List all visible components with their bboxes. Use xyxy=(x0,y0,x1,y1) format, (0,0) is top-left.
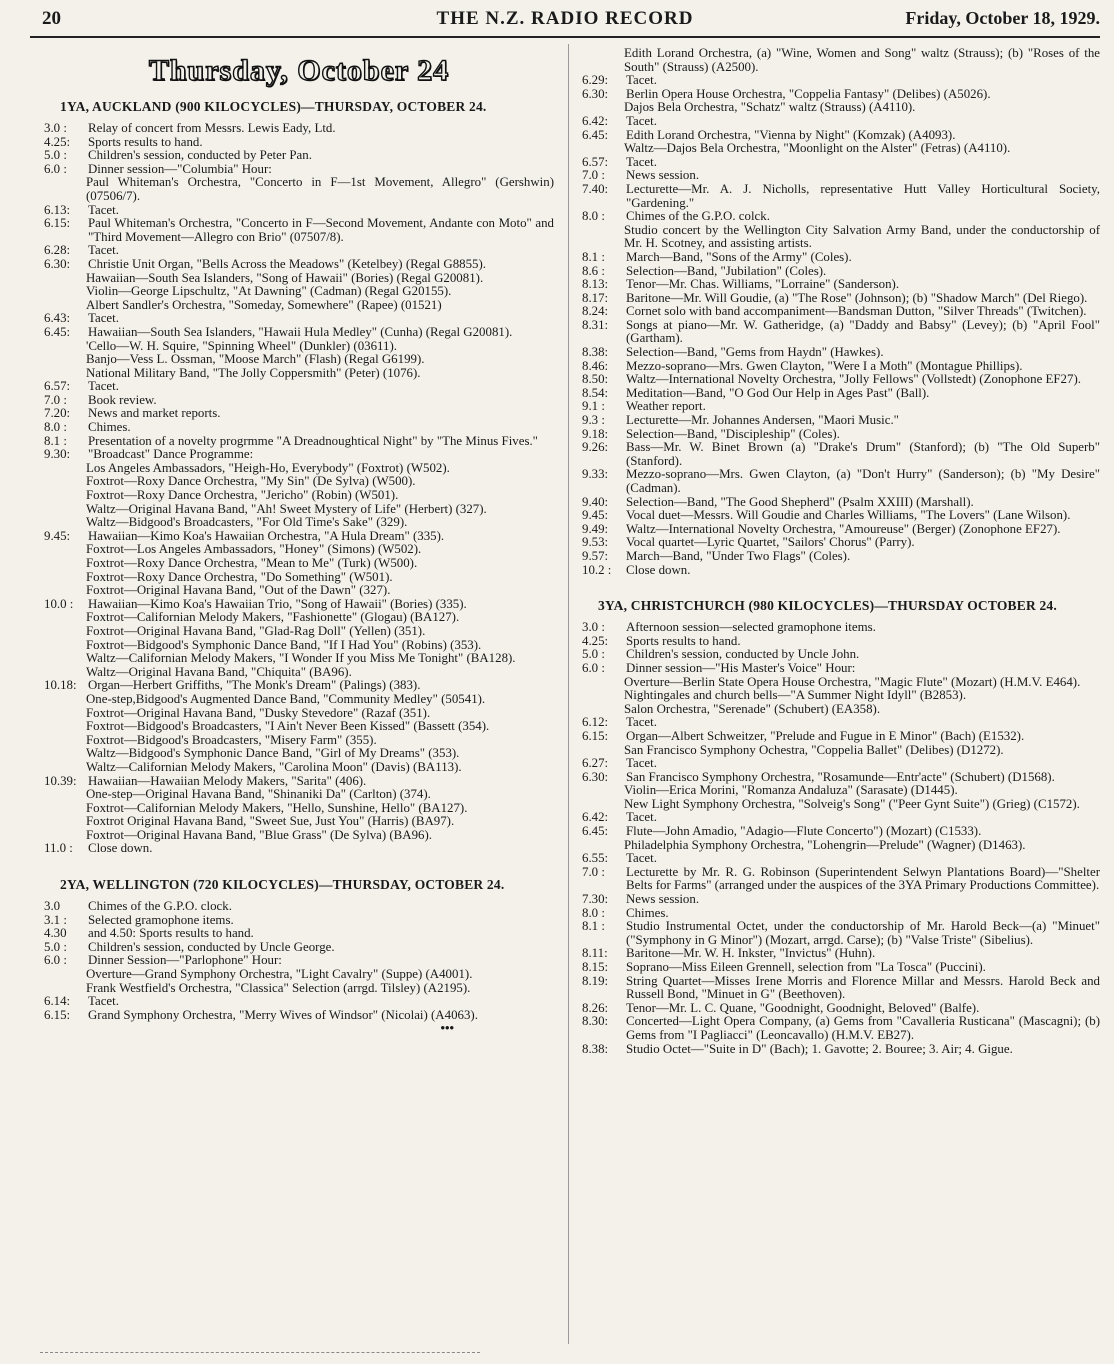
entry-time: 4.25: xyxy=(582,633,609,648)
schedule-entry xyxy=(582,210,1100,224)
entry-time: 6.43: xyxy=(44,311,71,326)
entry-time: 9.30: xyxy=(44,447,71,462)
schedule-entry xyxy=(582,441,1100,468)
schedule-item: Frank Westfield's Orchestra, "Classica" Selection (arrgd. Tilsley) (A2195). xyxy=(86,980,471,995)
right-column xyxy=(582,47,1100,1056)
entry-text: Waltz—International Novelty Orchestra, "Jolly Fellows" (Vollstedt) (Zonophone EF27). xyxy=(626,372,1081,387)
schedule-entry xyxy=(44,941,554,955)
entry-text: Tacet. xyxy=(626,154,657,169)
schedule-item: Albert Sandler's Orchestra, "Someday, Somewhere" (Rapee) (01521) xyxy=(86,297,442,312)
entry-time: 6.57: xyxy=(582,154,609,169)
entry-text: Dinner session—"Columbia" Hour: xyxy=(88,161,272,176)
entry-time: 7.0 : xyxy=(582,168,605,183)
entry-text: Berlin Opera House Orchestra, "Coppelia Fantasy" (Delibes) (A5026). xyxy=(626,86,991,101)
entry-time: 7.30: xyxy=(582,892,609,907)
schedule-entry xyxy=(44,927,554,941)
entry-text: Grand Symphony Orchestra, "Merry Wives of Windsor" (Nicolai) (A4063). xyxy=(88,1007,478,1022)
entry-text: News session. xyxy=(626,892,700,907)
schedule-entry xyxy=(44,448,554,462)
schedule-item: One-step,Bidgood's Augmented Dance Band, "Community Medley" (50541). xyxy=(86,691,486,706)
schedule-entry xyxy=(44,598,554,612)
schedule-item: Foxtrot—Californian Melody Makers, "Hello, Sunshine, Hello" (BA127). xyxy=(86,800,468,815)
entry-text: Tacet. xyxy=(626,851,657,866)
entry-text: Close down. xyxy=(626,562,691,577)
entry-time: 8.11: xyxy=(582,946,608,961)
entry-time: 6.0 : xyxy=(582,660,605,675)
entry-time: 8.0 : xyxy=(582,905,605,920)
entry-time: 8.31: xyxy=(582,317,609,332)
entry-time: 8.0 : xyxy=(44,420,67,435)
left-column xyxy=(44,44,554,1036)
schedule-entry xyxy=(582,265,1100,279)
schedule-item: Studio concert by the Wellington City Salvation Army Band, under the conductorship of Mr. H. Scotney, and assisting artists. xyxy=(624,222,1100,251)
schedule-entry xyxy=(44,149,554,163)
entry-time: 9.26: xyxy=(582,440,609,455)
entry-time: 7.0 : xyxy=(582,864,605,879)
schedule-item: Foxtrot—Bidgood's Broadcasters, "I Ain't Never Been Kissed" (Bassett (354). xyxy=(86,719,490,734)
entry-time: 6.27: xyxy=(582,756,609,771)
schedule-item: Foxtrot—Los Angeles Ambassadors, "Honey" (Simons) (W502). xyxy=(86,542,422,557)
entry-text: Weather report. xyxy=(626,399,706,414)
schedule-entry xyxy=(44,258,554,272)
entry-time: 7.0 : xyxy=(44,392,67,407)
schedule-item: Foxtrot—Roxy Dance Orchestra, "Mean to Me" (Turk) (W500). xyxy=(86,556,418,570)
schedule-entry xyxy=(44,421,554,435)
entry-text: Chimes of the G.P.O. colck. xyxy=(626,209,770,224)
entry-time: 7.20: xyxy=(44,406,71,421)
entry-time: 8.19: xyxy=(582,973,609,988)
entry-time: 5.0 : xyxy=(582,647,605,662)
schedule-entry xyxy=(582,305,1100,319)
schedule-item: One-step—Original Havana Band, "Shinaniki Da" (Carlton) (374). xyxy=(86,787,431,802)
entry-text: Chimes. xyxy=(88,420,131,435)
entry-time: 6.30: xyxy=(44,256,71,271)
entry-text: String Quartet—Misses Irene Morris and Florence Millar and Messrs. Harold Beck and Russell Bond, "Minuet in G" (Beethoven). xyxy=(626,973,1100,1002)
entry-text: Vocal quartet—Lyric Quartet, "Sailors' Chorus" (Parry). xyxy=(626,535,915,550)
schedule-entry xyxy=(582,183,1100,210)
entry-time: 6.29: xyxy=(582,73,609,88)
schedule-item: Violin—George Lipschultz, "At Dawning" (Cadman) (Regal G20155). xyxy=(86,284,452,299)
schedule-entry xyxy=(582,129,1100,143)
entry-time: 6.42: xyxy=(582,113,609,128)
page-header xyxy=(30,0,1100,38)
schedule-item: Waltz—Original Havana Band, "Chiquita" (BA96). xyxy=(86,664,352,679)
schedule-entry xyxy=(582,496,1100,510)
entry-text: Tacet. xyxy=(88,311,119,326)
schedule-entry xyxy=(44,435,554,449)
schedule-entry xyxy=(582,387,1100,401)
schedule-item: Overture—Berlin State Opera House Orchestra, "Magic Flute" (Mozart) (H.M.V. E464). xyxy=(624,674,1081,689)
entry-time: 5.0 : xyxy=(44,939,67,954)
entry-text: Organ—Albert Schweitzer, "Prelude and Fugue in E Minor" (Bach) (E1532). xyxy=(626,728,1025,743)
entry-time: 8.50: xyxy=(582,372,609,387)
schedule-item: Foxtrot—Roxy Dance Orchestra, "My Sin" (De Sylva) (W500). xyxy=(86,474,416,489)
entry-text: Presentation of a novelty progrmme "A Dreadnoughtical Night" by "The Minus Fives." xyxy=(88,433,538,448)
entry-text: Songs at piano—Mr. W. Gatheridge, (a) "Daddy and Babsy" (Levey); (b) "April Fool" (Gartham). xyxy=(626,317,1100,346)
entry-time: 3.1 : xyxy=(44,912,67,927)
entry-text: Selection—Band, "Jubilation" (Coles). xyxy=(626,263,827,278)
entry-text: Selected gramophone items. xyxy=(88,912,234,927)
entry-text: Mezzo-soprano—Mrs. Gwen Clayton, "Were I a Moth" (Montague Phillips). xyxy=(626,358,1023,373)
entry-time: 9.33: xyxy=(582,467,609,482)
schedule-entry xyxy=(582,920,1100,947)
entry-time: 9.3 : xyxy=(582,413,605,428)
schedule-item: Foxtrot—Bidgood's Symphonic Dance Band, "If I Had You" (Robins) (353). xyxy=(86,637,482,652)
entry-time: 10.39: xyxy=(44,773,77,788)
entry-text: Tacet. xyxy=(626,715,657,730)
entry-text: Mezzo-soprano—Mrs. Gwen Clayton, (a) "Don't Hurry" (Sanderson); (b) "My Desire" (Cadman). xyxy=(626,467,1100,495)
entry-text: Tenor—Mr. Chas. Williams, "Lorraine" (Sanderson). xyxy=(626,277,900,292)
entry-text: Children's session, conducted by Peter Pan. xyxy=(88,148,312,163)
schedule-item: Hawaiian—South Sea Islanders, "Song of Hawaii" (Bories) (Regal G20081). xyxy=(86,270,484,285)
schedule-entry xyxy=(44,204,554,218)
entry-time: 8.1 : xyxy=(582,249,605,264)
schedule-item: Foxtrot—Original Havana Band, "Glad-Rag Doll" (Yellen) (351). xyxy=(86,623,426,638)
entry-time: 4.25: xyxy=(44,134,71,149)
entry-time: 8.46: xyxy=(582,358,609,373)
entry-time: 6.45: xyxy=(582,824,609,839)
schedule-item: Foxtrot—Original Havana Band, "Out of the Dawn" (327). xyxy=(86,583,391,598)
schedule-entry xyxy=(44,842,554,856)
schedule-entry xyxy=(44,163,554,177)
schedule-entry xyxy=(582,414,1100,428)
schedule-entry xyxy=(582,428,1100,442)
entry-time: 6.0 : xyxy=(44,953,67,968)
schedule-item: Foxtrot—Roxy Dance Orchestra, "Jericho" (Robin) (W501). xyxy=(86,488,399,503)
schedule-entry xyxy=(44,995,554,1009)
entry-time: 6.30: xyxy=(582,769,609,784)
entry-time: 6.15: xyxy=(582,728,609,743)
issue-date: Friday, October 18, 1929. xyxy=(905,8,1100,28)
entry-time: 9.45: xyxy=(44,528,71,543)
entry-text: Lecturette—Mr. A. J. Nicholls, representative Hutt Valley Horticultural Society, "Gardening." xyxy=(626,181,1100,210)
schedule-entry xyxy=(582,1015,1100,1042)
schedule-entry xyxy=(582,169,1100,183)
entry-text: Flute—John Amadio, "Adagio—Flute Concerto") (Mozart) (C1533). xyxy=(626,824,982,839)
entry-text: Children's session, conducted by Uncle John. xyxy=(626,647,860,662)
entry-text: Tacet. xyxy=(88,202,119,217)
station-heading: 1YA, AUCKLAND (900 KILOCYCLES)—THURSDAY, OCTOBER 24. xyxy=(60,99,487,114)
entry-text: Lecturette—Mr. Johannes Andersen, "Maori Music." xyxy=(626,413,899,428)
schedule-entry xyxy=(582,564,1100,578)
entry-text: "Broadcast" Dance Programme: xyxy=(88,447,254,462)
entry-time: 6.0 : xyxy=(44,161,67,176)
entry-time: 3.0 : xyxy=(582,620,605,635)
schedule-item: Banjo—Vess L. Ossman, "Moose March" (Flash) (Regal G6199). xyxy=(86,352,425,367)
schedule-item: Foxtrot—Roxy Dance Orchestra, "Do Something" (W501). xyxy=(86,569,393,584)
entry-text: Paul Whiteman's Orchestra, "Concerto in F—Second Movement, Andante con Moto" and "Third Movement—Allegro con Brio" (07507/8). xyxy=(88,216,554,244)
publication-title: THE N.Z. RADIO RECORD xyxy=(436,8,694,29)
entry-text: Studio Octet—"Suite in D" (Bach); 1. Gavotte; 2. Bouree; 3. Air; 4. Gigue. xyxy=(626,1041,1013,1056)
schedule-entry xyxy=(582,536,1100,550)
entry-time: 8.24: xyxy=(582,304,609,319)
schedule-item: Waltz—Bidgood's Broadcasters, "For Old Time's Sake" (329). xyxy=(86,515,408,530)
entry-text: Children's session, conducted by Uncle George. xyxy=(88,939,335,954)
entry-text: Sports results to hand. xyxy=(88,134,203,149)
schedule-entry xyxy=(582,509,1100,523)
entry-time: 6.28: xyxy=(44,243,71,258)
entry-text: and 4.50: Sports results to hand. xyxy=(88,926,254,941)
entry-text: Hawaiian—Hawaiian Melody Makers, "Sarita" (406). xyxy=(88,773,367,788)
schedule-entry xyxy=(44,914,554,928)
schedule-item: Foxtrot—Californian Melody Makers, "Fashionette" (Glogau) (BA127). xyxy=(86,610,460,625)
entry-text: Organ—Herbert Griffiths, "The Monk's Dream" (Palings) (383). xyxy=(88,678,421,693)
entry-text: Close down. xyxy=(88,841,153,856)
entry-text: Chimes. xyxy=(626,905,669,920)
schedule-item: Waltz—Californian Melody Makers, "Carolina Moon" (Davis) (BA113). xyxy=(86,759,462,774)
schedule-item: Edith Lorand Orchestra, (a) "Wine, Women and Song" waltz (Strauss); (b) "Roses of the South" (Strauss) (A2500). xyxy=(624,46,1100,74)
entry-time: 6.45: xyxy=(582,127,609,142)
entry-time: 8.0 : xyxy=(582,209,605,224)
entry-text: Bass—Mr. W. Binet Brown (a) "Drake's Drum" (Stanford); (b) "The Old Superb" (Stanford). xyxy=(626,440,1100,468)
continuation-dots: ••• xyxy=(440,1021,454,1036)
entry-text: Tacet. xyxy=(626,756,657,771)
schedule-entry xyxy=(582,662,1100,676)
schedule-item: Foxtrot—Original Havana Band, "Dusky Stevedore" (Razaf (351). xyxy=(86,705,431,720)
schedule-item: Nightingales and church bells—"A Summer Night Idyll" (B2853). xyxy=(624,688,967,703)
schedule-entry xyxy=(582,907,1100,921)
schedule-entry xyxy=(582,278,1100,292)
entry-time: 6.15: xyxy=(44,1007,71,1022)
entry-time: 8.17: xyxy=(582,290,609,305)
section-gap xyxy=(582,577,1100,591)
schedule-entry xyxy=(582,346,1100,360)
entry-time: 6.15: xyxy=(44,216,71,231)
schedule-entry xyxy=(44,679,554,693)
entry-text: Dinner Session—"Parlophone" Hour: xyxy=(88,953,282,968)
schedule-entry xyxy=(582,757,1100,771)
schedule-entry xyxy=(44,326,554,340)
schedule-entry xyxy=(582,115,1100,129)
entry-text: Hawaiian—South Sea Islanders, "Hawaii Hula Medley" (Cunha) (Regal G20081). xyxy=(88,324,513,339)
schedule-entry xyxy=(44,407,554,421)
entry-time: 10.0 : xyxy=(44,596,74,611)
schedule-entry xyxy=(44,244,554,258)
entry-text: Vocal duet—Messrs. Will Goudie and Charles Williams, "The Lovers" (Lane Wilson). xyxy=(626,508,1071,523)
schedule-entry xyxy=(582,621,1100,635)
footer-rule xyxy=(40,1352,480,1354)
schedule-entry xyxy=(44,394,554,408)
schedule-item: 'Cello—W. H. Squire, "Spinning Wheel" (Dunkler) (03611). xyxy=(86,338,397,353)
schedule-entry xyxy=(582,716,1100,730)
entry-text: Hawaiian—Kimo Koa's Hawaiian Orchestra, "A Hula Dream" (335). xyxy=(88,528,445,543)
schedule-entry xyxy=(44,900,554,914)
entry-time: 10.18: xyxy=(44,678,77,693)
entry-text: Meditation—Band, "O God Our Help in Ages Past" (Ball). xyxy=(626,385,930,400)
entry-time: 10.2 : xyxy=(582,562,612,577)
schedule-entry xyxy=(582,88,1100,102)
schedule-entry xyxy=(582,635,1100,649)
entry-text: Tacet. xyxy=(626,73,657,88)
entry-time: 8.15: xyxy=(582,960,609,974)
schedule-item: Paul Whiteman's Orchestra, "Concerto in F—1st Movement, Allegro" (Gershwin) (07506/7). xyxy=(86,175,554,203)
schedule-entry xyxy=(582,825,1100,839)
entry-time: 9.57: xyxy=(582,548,609,563)
schedule-entry xyxy=(582,360,1100,374)
entry-time: 9.18: xyxy=(582,426,609,441)
entry-text: Tacet. xyxy=(626,810,657,825)
entry-time: 9.1 : xyxy=(582,399,605,414)
entry-time: 8.1 : xyxy=(44,433,67,448)
entry-text: Sports results to hand. xyxy=(626,633,741,648)
page-title: Thursday, October 24 xyxy=(148,54,450,87)
schedule-entry xyxy=(582,852,1100,866)
schedule-entry xyxy=(44,312,554,326)
entry-time: 6.45: xyxy=(44,324,71,339)
schedule-entry xyxy=(582,730,1100,744)
schedule-entry xyxy=(582,947,1100,961)
schedule-entry xyxy=(582,251,1100,265)
entry-text: Tacet. xyxy=(88,379,119,394)
entry-text: News session. xyxy=(626,168,700,183)
entry-text: Hawaiian—Kimo Koa's Hawaiian Trio, "Song of Hawaii" (Bories) (335). xyxy=(88,596,467,611)
entry-time: 6.57: xyxy=(44,379,71,394)
entry-text: Tenor—Mr. L. C. Quane, "Goodnight, Goodnight, Beloved" (Balfe). xyxy=(626,1000,980,1015)
entry-time: 8.1 : xyxy=(582,919,605,934)
schedule-item: Philadelphia Symphony Orchestra, "Lohengrin—Prelude" (Wagner) (D1463). xyxy=(624,837,1026,852)
schedule-entry xyxy=(582,373,1100,387)
entry-time: 9.45: xyxy=(582,508,609,523)
entry-time: 8.30: xyxy=(582,1014,609,1029)
entry-time: 7.40: xyxy=(582,181,609,196)
schedule-entry xyxy=(582,866,1100,893)
schedule-entry xyxy=(44,954,554,968)
entry-text: News and market reports. xyxy=(88,406,221,421)
entry-text: Edith Lorand Orchestra, "Vienna by Night" (Komzak) (A4093). xyxy=(626,127,956,142)
entry-text: Afternoon session—selected gramophone items. xyxy=(626,620,876,635)
entry-time: 4.30 xyxy=(44,926,67,941)
schedule-entry xyxy=(582,74,1100,88)
schedule-entry xyxy=(582,975,1100,1002)
schedule-entry xyxy=(582,400,1100,414)
entry-text: Lecturette by Mr. R. G. Robinson (Superintendent Selwyn Plantations Board)—"Shelter Belts for Farms" (arranged under the auspices of the 3YA Primary Productions Committee). xyxy=(626,864,1100,893)
schedule-item: Waltz—Dajos Bela Orchestra, "Moonlight on the Alster" (Fetras) (A4110). xyxy=(624,141,1011,156)
entry-text: Christie Unit Organ, "Bells Across the Meadows" (Ketelbey) (Regal G8855). xyxy=(88,256,487,271)
entry-text: San Francisco Symphony Orchestra, "Rosamunde—Entr'acte" (Schubert) (D1568). xyxy=(626,769,1055,784)
page-number: 20 xyxy=(42,8,61,29)
schedule-item: Waltz—Bidgood's Symphonic Dance Band, "Girl of My Dreams" (353). xyxy=(86,746,460,761)
schedule-entry xyxy=(582,771,1100,785)
entry-text: Relay of concert from Messrs. Lewis Eady, Ltd. xyxy=(88,121,336,135)
schedule-entry xyxy=(582,961,1100,975)
schedule-entry xyxy=(582,1002,1100,1016)
schedule-item: Violin—Erica Morini, "Romanza Andaluza" (Sarasate) (D1445). xyxy=(624,783,958,798)
entry-time: 8.38: xyxy=(582,345,609,360)
station-heading: 2YA, WELLINGTON (720 KILOCYCLES)—THURSDAY, OCTOBER 24. xyxy=(60,877,505,893)
entry-time: 11.0 : xyxy=(44,841,73,856)
schedule-entry xyxy=(582,523,1100,537)
schedule-item: New Light Symphony Orchestra, "Solveig's Song" ("Peer Gynt Suite") (Grieg) (C1572). xyxy=(624,796,1080,811)
entry-text: March—Band, "Sons of the Army" (Coles). xyxy=(626,249,852,264)
entry-text: Selection—Band, "Gems from Haydn" (Hawkes). xyxy=(626,345,884,360)
schedule-entry xyxy=(582,811,1100,825)
entry-text: Waltz—International Novelty Orchestra, "Amoureuse" (Berger) (Zonophone EF27). xyxy=(626,521,1061,536)
entry-time: 5.0 : xyxy=(44,148,67,163)
entry-time: 3.0 xyxy=(44,899,61,914)
section-gap xyxy=(44,856,554,870)
schedule-entry xyxy=(44,1009,554,1023)
entry-text: Selection—Band, "Discipleship" (Coles). xyxy=(626,426,840,441)
schedule-entry xyxy=(582,648,1100,662)
entry-text: Baritone—Mr. W. H. Inkster, "Invictus" (Huhn). xyxy=(626,946,876,961)
schedule-entry xyxy=(44,775,554,789)
entry-text: March—Band, "Under Two Flags" (Coles). xyxy=(626,548,851,563)
schedule-entry xyxy=(582,893,1100,907)
entry-text: Soprano—Miss Eileen Grennell, selection from "La Tosca" (Puccini). xyxy=(626,960,986,974)
column-divider xyxy=(568,44,569,1344)
schedule-item: Foxtrot—Bidgood's Broadcasters, "Misery Farm" (355). xyxy=(86,732,377,747)
entry-text: Cornet solo with band accompaniment—Bandsman Dutton, "Silver Threads" (Twitchen). xyxy=(626,304,1087,319)
schedule-item: Dajos Bela Orchestra, "Schatz" waltz (Strauss) (A4110). xyxy=(624,100,916,115)
schedule-item: Waltz—Californian Melody Makers, "I Wonder If you Miss Me Tonight" (BA128). xyxy=(86,651,516,666)
schedule-item: Foxtrot—Original Havana Band, "Blue Grass" (De Sylva) (BA96). xyxy=(86,827,432,842)
schedule-entry xyxy=(44,217,554,244)
schedule-entry xyxy=(44,380,554,394)
schedule-item: Los Angeles Ambassadors, "Heigh-Ho, Everybody" (Foxtrot) (W502). xyxy=(86,460,450,475)
entry-time: 9.40: xyxy=(582,494,609,509)
schedule-entry xyxy=(582,550,1100,564)
entry-text: Tacet. xyxy=(626,113,657,128)
schedule-entry xyxy=(44,136,554,150)
schedule-item: Salon Orchestra, "Serenade" (Schubert) (EA358). xyxy=(624,701,881,716)
entry-time: 8.6 : xyxy=(582,263,605,278)
schedule-entry xyxy=(582,468,1100,495)
entry-text: Tacet. xyxy=(88,994,119,1009)
entry-time: 6.12: xyxy=(582,715,609,730)
entry-time: 3.0 : xyxy=(44,121,67,135)
entry-text: Selection—Band, "The Good Shepherd" (Psalm XXIII) (Marshall). xyxy=(626,494,974,509)
entry-text: Chimes of the G.P.O. clock. xyxy=(88,899,232,914)
entry-text: Tacet. xyxy=(88,243,119,258)
schedule-item: National Military Band, "The Jolly Coppersmith" (Peter) (1076). xyxy=(86,365,421,380)
schedule-item: Foxtrot Original Havana Band, "Sweet Sue, Just You" (Harris) (BA97). xyxy=(86,814,455,829)
entry-text: Studio Instrumental Octet, under the conductorship of Mr. Harold Beck—(a) "Minuet" ("Symphony in G Minor") (Mozart, arrgd. Carse); (b) "Valse Triste" (Sibelius). xyxy=(626,919,1100,947)
entry-time: 8.26: xyxy=(582,1000,609,1015)
entry-time: 6.55: xyxy=(582,851,609,866)
entry-time: 8.13: xyxy=(582,277,609,292)
schedule-entry xyxy=(582,1043,1100,1057)
entry-time: 6.13: xyxy=(44,202,71,217)
schedule-item: Overture—Grand Symphony Orchestra, "Light Cavalry" (Suppe) (A4001). xyxy=(86,967,473,982)
entry-text: Dinner session—"His Master's Voice" Hour: xyxy=(626,660,856,675)
schedule-entry xyxy=(582,292,1100,306)
entry-time: 9.53: xyxy=(582,535,609,550)
entry-text: Concerted—Light Opera Company, (a) Gems from "Cavalleria Rusticana" (Mascagni); (b) Gems from "I Pagliacci" (Leoncavallo) (H.M.V. EB27). xyxy=(626,1014,1100,1042)
entry-time: 8.54: xyxy=(582,385,609,400)
entry-text: Book review. xyxy=(88,392,157,407)
schedule-entry xyxy=(582,156,1100,170)
schedule-item: San Francisco Symphony Ochestra, "Coppelia Ballet" (Delibes) (D1272). xyxy=(624,742,1004,757)
schedule-entry xyxy=(44,530,554,544)
entry-time: 9.49: xyxy=(582,521,609,536)
schedule-item: Waltz—Original Havana Band, "Ah! Sweet Mystery of Life" (Herbert) (327). xyxy=(86,501,487,516)
entry-time: 8.38: xyxy=(582,1041,609,1056)
station-heading: 3YA, CHRISTCHURCH (980 KILOCYCLES)—THURSDAY OCTOBER 24. xyxy=(598,598,1057,614)
schedule-entry xyxy=(44,122,554,136)
entry-text: Baritone—Mr. Will Goudie, (a) "The Rose" (Johnson); (b) "Shadow March" (Del Riego). xyxy=(626,290,1088,305)
entry-time: 6.14: xyxy=(44,994,71,1009)
entry-time: 6.42: xyxy=(582,810,609,825)
entry-time: 6.30: xyxy=(582,86,609,101)
schedule-entry xyxy=(582,319,1100,346)
